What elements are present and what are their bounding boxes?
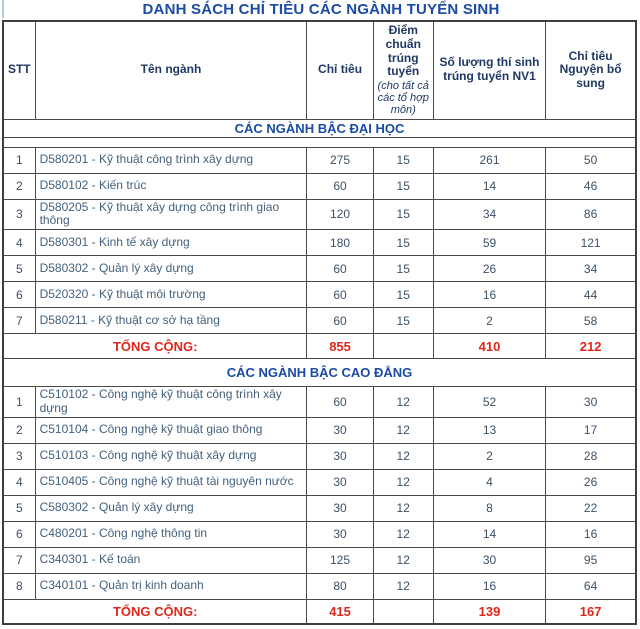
total-label: TỔNG CỘNG: — [3, 334, 307, 359]
cell-ten-nganh: C580302 - Quản lý xây dựng — [35, 495, 307, 521]
cell-so-luong-nv1: 34 — [433, 199, 545, 230]
cell-so-luong-nv1: 261 — [433, 147, 545, 173]
cell-so-luong-nv1: 52 — [433, 387, 545, 418]
cell-stt: 8 — [3, 573, 35, 599]
cell-chi-tieu: 30 — [307, 443, 373, 469]
total-chi-tieu-bo-sung: 167 — [546, 599, 636, 624]
cell-so-luong-nv1: 30 — [433, 547, 545, 573]
cell-chi-tieu: 60 — [307, 282, 373, 308]
cell-diem-chuan: 15 — [373, 256, 433, 282]
cell-stt: 4 — [3, 230, 35, 256]
cell-ten-nganh: D580302 - Quản lý xây dựng — [35, 256, 307, 282]
cell-so-luong-nv1: 4 — [433, 469, 545, 495]
column-header-diem-chuan-main: Điểm chuẩn trúng tuyển — [385, 23, 421, 79]
table-row — [3, 573, 636, 599]
column-header-so-luong-nv1: Số lượng thí sinh trúng tuyển NV1 — [433, 21, 545, 119]
cell-chi-tieu: 30 — [307, 521, 373, 547]
cell-diem-chuan: 15 — [373, 173, 433, 199]
left-edge-tick — [2, 0, 4, 18]
cell-chi-tieu: 60 — [307, 387, 373, 418]
cell-so-luong-nv1: 59 — [433, 230, 545, 256]
cell-diem-chuan: 12 — [373, 547, 433, 573]
cell-so-luong-nv1: 26 — [433, 256, 545, 282]
cell-ten-nganh: C340101 - Quản trị kinh doanh — [35, 573, 307, 599]
cell-stt: 7 — [3, 547, 35, 573]
table-row — [3, 443, 636, 469]
total-so-luong-nv1: 410 — [433, 334, 545, 359]
table-body — [3, 119, 636, 624]
table-row — [3, 173, 636, 199]
cell-ten-nganh: C510104 - Công nghệ kỹ thuật giao thông — [35, 417, 307, 443]
table-row — [3, 256, 636, 282]
total-chi-tieu-bo-sung: 212 — [546, 334, 636, 359]
cell-chi-tieu-bo-sung: 44 — [546, 282, 636, 308]
table-header-row — [3, 21, 636, 119]
cell-chi-tieu: 30 — [307, 417, 373, 443]
cell-so-luong-nv1: 8 — [433, 495, 545, 521]
total-row — [3, 334, 636, 359]
section-header-label: CÁC NGÀNH BẬC CAO ĐẲNG — [3, 359, 636, 387]
table-row — [3, 230, 636, 256]
table-row — [3, 521, 636, 547]
cell-chi-tieu-bo-sung: 16 — [546, 521, 636, 547]
cell-stt: 2 — [3, 173, 35, 199]
section-header-row — [3, 359, 636, 387]
cell-so-luong-nv1: 14 — [433, 521, 545, 547]
cell-stt: 1 — [3, 387, 35, 418]
cell-ten-nganh: D580301 - Kinh tế xây dựng — [35, 230, 307, 256]
cell-diem-chuan: 15 — [373, 230, 433, 256]
page-title: DANH SÁCH CHỈ TIÊU CÁC NGÀNH TUYỂN SINH — [142, 1, 500, 18]
cell-diem-chuan: 12 — [373, 417, 433, 443]
cell-stt: 3 — [3, 443, 35, 469]
table-row — [3, 199, 636, 230]
column-header-diem-chuan — [373, 21, 433, 119]
cell-chi-tieu-bo-sung: 22 — [546, 495, 636, 521]
cell-chi-tieu: 180 — [307, 230, 373, 256]
cell-ten-nganh: C480201 - Công nghệ thông tin — [35, 521, 307, 547]
cell-chi-tieu-bo-sung: 58 — [546, 308, 636, 334]
cell-chi-tieu: 80 — [307, 573, 373, 599]
table-row — [3, 495, 636, 521]
column-header-chi-tieu-bo-sung: Chỉ tiêu Nguyện bổ sung — [546, 21, 636, 119]
cell-diem-chuan: 12 — [373, 443, 433, 469]
column-header-diem-chuan-note: (cho tất cả các tổ hợp môn) — [377, 80, 429, 117]
cell-ten-nganh: D520320 - Kỹ thuật môi trường — [35, 282, 307, 308]
gap-cell — [3, 137, 636, 147]
column-header-stt: STT — [3, 21, 35, 119]
cell-diem-chuan: 12 — [373, 495, 433, 521]
cell-so-luong-nv1: 2 — [433, 443, 545, 469]
cell-stt: 7 — [3, 308, 35, 334]
table-row — [3, 417, 636, 443]
total-label: TỔNG CỘNG: — [3, 599, 307, 624]
cell-ten-nganh: D580102 - Kiến trúc — [35, 173, 307, 199]
cell-so-luong-nv1: 16 — [433, 573, 545, 599]
admission-quota-table — [2, 20, 637, 625]
cell-chi-tieu-bo-sung: 46 — [546, 173, 636, 199]
cell-ten-nganh: C340301 - Kế toán — [35, 547, 307, 573]
cell-ten-nganh: C510102 - Công nghệ kỹ thuật công trình xây dựng — [35, 387, 307, 418]
cell-stt: 2 — [3, 417, 35, 443]
cell-stt: 5 — [3, 256, 35, 282]
table-row — [3, 547, 636, 573]
cell-chi-tieu: 120 — [307, 199, 373, 230]
cell-so-luong-nv1: 2 — [433, 308, 545, 334]
section-header-label: CÁC NGÀNH BẬC ĐẠI HỌC — [3, 119, 636, 137]
cell-stt: 4 — [3, 469, 35, 495]
cell-stt: 5 — [3, 495, 35, 521]
cell-chi-tieu-bo-sung: 50 — [546, 147, 636, 173]
column-header-chi-tieu: Chỉ tiêu — [307, 21, 373, 119]
cell-chi-tieu: 30 — [307, 469, 373, 495]
total-row — [3, 599, 636, 624]
total-diem-chuan — [373, 334, 433, 359]
cell-diem-chuan: 12 — [373, 573, 433, 599]
cell-stt: 6 — [3, 282, 35, 308]
cell-chi-tieu-bo-sung: 121 — [546, 230, 636, 256]
cell-chi-tieu-bo-sung: 64 — [546, 573, 636, 599]
cell-diem-chuan: 15 — [373, 308, 433, 334]
table-row — [3, 282, 636, 308]
cell-so-luong-nv1: 14 — [433, 173, 545, 199]
cell-so-luong-nv1: 16 — [433, 282, 545, 308]
cell-chi-tieu: 275 — [307, 147, 373, 173]
cell-chi-tieu: 30 — [307, 495, 373, 521]
table-row — [3, 147, 636, 173]
cell-stt: 1 — [3, 147, 35, 173]
cell-chi-tieu-bo-sung: 95 — [546, 547, 636, 573]
total-chi-tieu: 415 — [307, 599, 373, 624]
table-row — [3, 469, 636, 495]
cell-chi-tieu-bo-sung: 86 — [546, 199, 636, 230]
cell-chi-tieu: 60 — [307, 173, 373, 199]
cell-chi-tieu-bo-sung: 17 — [546, 417, 636, 443]
cell-chi-tieu-bo-sung: 26 — [546, 469, 636, 495]
table-row — [3, 387, 636, 418]
cell-diem-chuan: 12 — [373, 521, 433, 547]
cell-stt: 6 — [3, 521, 35, 547]
cell-ten-nganh: C510405 - Công nghệ kỹ thuật tài nguyên nước — [35, 469, 307, 495]
cell-diem-chuan: 12 — [373, 469, 433, 495]
cell-chi-tieu-bo-sung: 30 — [546, 387, 636, 418]
column-header-ten-nganh: Tên ngành — [35, 21, 307, 119]
total-so-luong-nv1: 139 — [433, 599, 545, 624]
cell-ten-nganh: D580211 - Kỹ thuật cơ sở hạ tầng — [35, 308, 307, 334]
cell-ten-nganh: D580201 - Kỹ thuật công trình xây dựng — [35, 147, 307, 173]
cell-chi-tieu-bo-sung: 34 — [546, 256, 636, 282]
total-diem-chuan — [373, 599, 433, 624]
cell-chi-tieu: 60 — [307, 256, 373, 282]
cell-ten-nganh: D580205 - Kỹ thuật xây dựng công trình giao thông — [35, 199, 307, 230]
cell-chi-tieu: 125 — [307, 547, 373, 573]
section-gap-row — [3, 137, 636, 147]
cell-diem-chuan: 15 — [373, 199, 433, 230]
cell-chi-tieu: 60 — [307, 308, 373, 334]
cell-diem-chuan: 15 — [373, 282, 433, 308]
cell-diem-chuan: 15 — [373, 147, 433, 173]
table-row — [3, 308, 636, 334]
cell-stt: 3 — [3, 199, 35, 230]
cell-ten-nganh: C510103 - Công nghệ kỹ thuật xây dựng — [35, 443, 307, 469]
cell-chi-tieu-bo-sung: 28 — [546, 443, 636, 469]
section-header-row — [3, 119, 636, 137]
cell-so-luong-nv1: 13 — [433, 417, 545, 443]
total-chi-tieu: 855 — [307, 334, 373, 359]
cell-diem-chuan: 12 — [373, 387, 433, 418]
